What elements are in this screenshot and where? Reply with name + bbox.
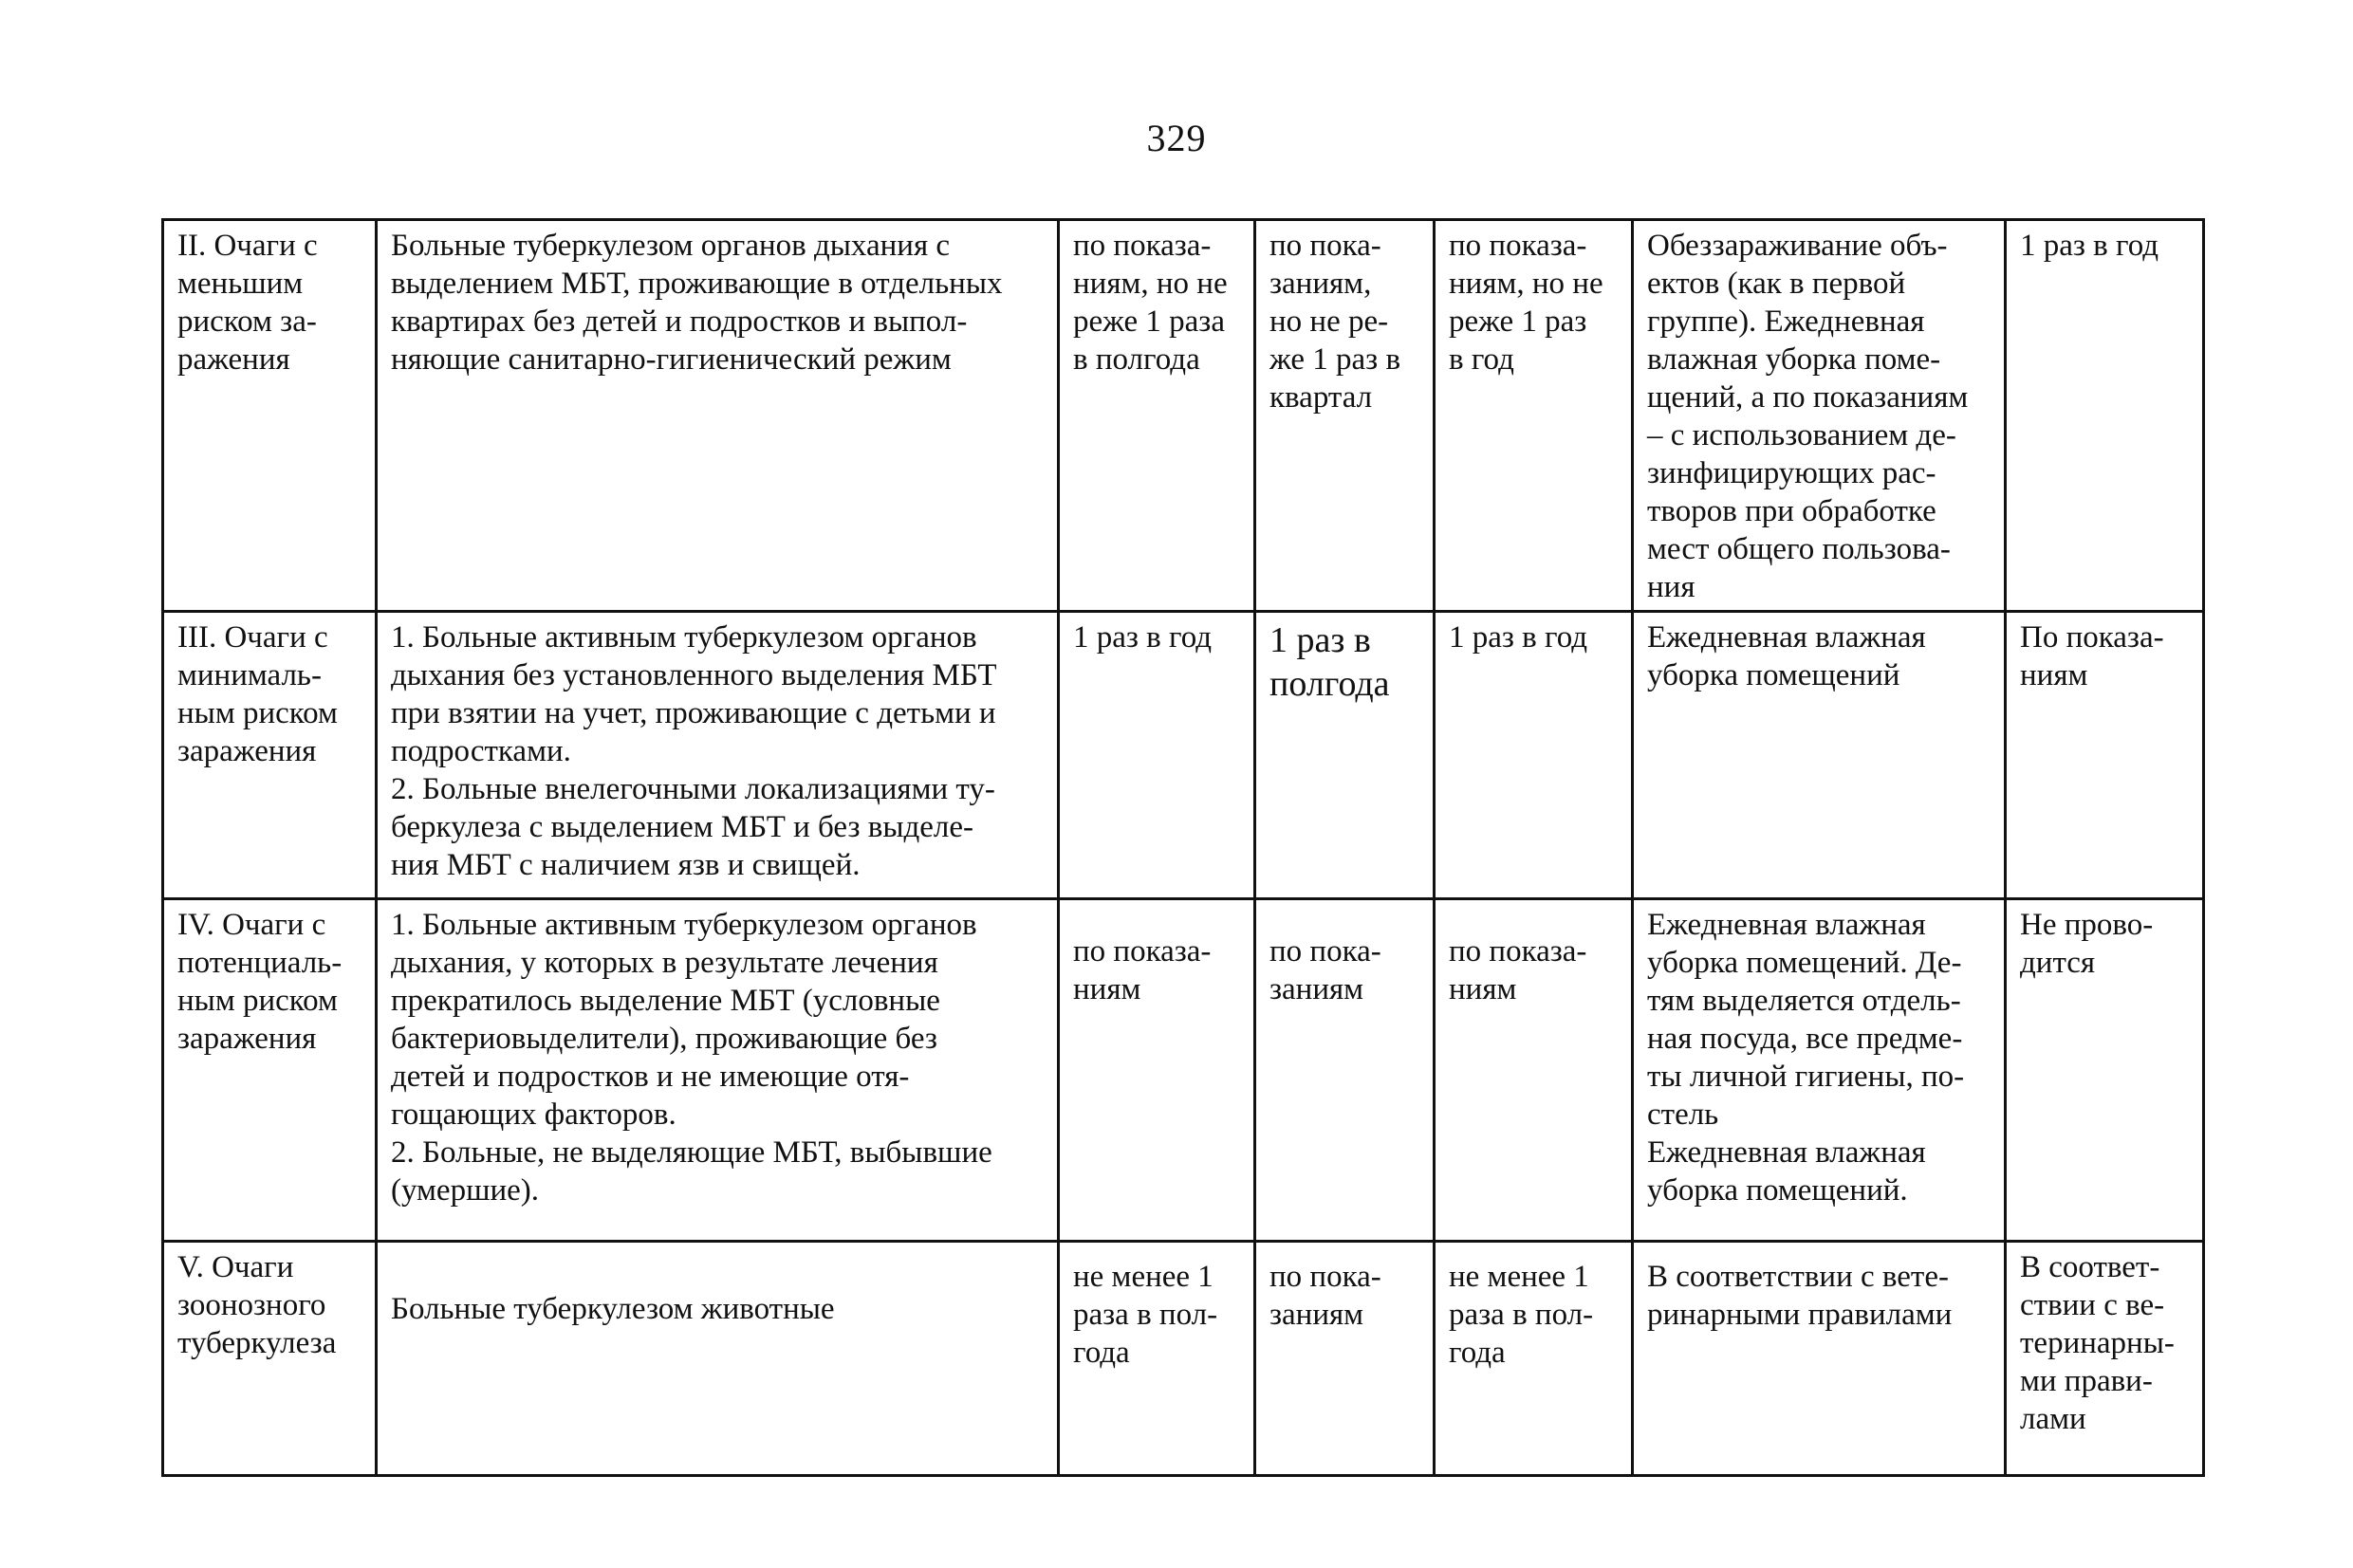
cell-line: дится: [2020, 946, 2096, 980]
cell-line: ниям: [1073, 972, 1141, 1006]
cell-line: по показа-: [1449, 229, 1587, 263]
cell-line: группе). Ежедневная: [1647, 304, 1925, 339]
cell-line: квартирах без детей и подростков и выпол-: [391, 304, 968, 339]
last-column-cell: [2006, 1242, 2204, 1476]
cell-line: (умершие).: [391, 1173, 540, 1208]
cell-line: потенциаль-: [177, 946, 343, 980]
last-column-cell: [2006, 899, 2204, 1242]
cell-line: по показа-: [1449, 934, 1587, 968]
cell-line: не менее 1: [1449, 1260, 1589, 1294]
cell-line: ниям, но не: [1449, 267, 1603, 301]
cell-line: дыхания, у которых в результате лечения: [391, 946, 938, 980]
cell-line: лами: [2020, 1402, 2086, 1436]
patients-description-cell: [377, 899, 1059, 1242]
patients-description-cell: [377, 220, 1059, 612]
cell-line: реже 1 раз: [1449, 304, 1587, 339]
cell-line: выделением МБТ, проживающие в отдельных: [391, 267, 1003, 301]
cell-line: минималь-: [177, 658, 322, 692]
cell-line: заниям: [1269, 972, 1364, 1006]
cell-line: Больные туберкулезом органов дыхания с: [391, 229, 951, 263]
cell-line: ринарными правилами: [1647, 1298, 1953, 1332]
cell-line: в год: [1449, 342, 1514, 377]
frequency-cell-2: [1255, 220, 1435, 612]
cell-line: не менее 1: [1073, 1260, 1214, 1294]
cell-line: же 1 раз в: [1269, 342, 1401, 377]
cell-line: заражения: [177, 1022, 317, 1056]
cell-line: ная посуда, все предме-: [1647, 1022, 1963, 1056]
cell-line: ниям: [2020, 658, 2088, 692]
cell-line: 1 раз в: [1269, 620, 1371, 660]
cell-line: 1 раз в год: [1449, 620, 1588, 655]
frequency-cell-1: [1059, 220, 1255, 612]
cell-line: меньшим: [177, 267, 304, 301]
page-number: 329: [1146, 117, 1207, 159]
focus-category-cell: [163, 612, 377, 899]
cell-line: раза в пол-: [1449, 1298, 1594, 1332]
cell-line: мест общего пользова-: [1647, 532, 1951, 566]
cell-line: туберкулеза: [177, 1326, 337, 1360]
frequency-cell-2: [1255, 899, 1435, 1242]
frequency-cell-1: [1059, 612, 1255, 899]
cell-line: в полгода: [1073, 342, 1200, 377]
table-row: [163, 220, 2204, 612]
cell-line: заниям: [1269, 1298, 1364, 1332]
patients-description-cell: [377, 1242, 1059, 1476]
frequency-cell-1: [1059, 899, 1255, 1242]
cell-line: ния МБТ с наличием язв и свищей.: [391, 848, 861, 882]
cell-line: ми прави-: [2020, 1364, 2153, 1398]
focus-category-cell: [163, 1242, 377, 1476]
frequency-cell-3: [1435, 899, 1633, 1242]
cell-line: уборка помещений. Де-: [1647, 946, 1962, 980]
cell-line: Ежедневная влажная: [1647, 1135, 1926, 1170]
cell-line: Не прово-: [2020, 908, 2154, 942]
cell-line: зинфицирующих рас-: [1647, 456, 1936, 490]
cell-line: зоонозного: [177, 1288, 326, 1322]
cell-line: 1 раз в год: [2020, 229, 2159, 263]
cell-line: подростками.: [391, 734, 571, 768]
tuberculosis-foci-table: [161, 218, 2205, 1477]
last-column-cell: [2006, 612, 2204, 899]
measures-cell: [1633, 220, 2006, 612]
cell-line: по показа-: [1073, 934, 1212, 968]
cell-line: риском за-: [177, 304, 317, 339]
cell-line: ния: [1647, 570, 1695, 604]
cell-line: 1. Больные активным туберкулезом органов: [391, 908, 977, 942]
cell-line: IV. Очаги с: [177, 908, 326, 942]
cell-line: ты личной гигиены, по-: [1647, 1060, 1965, 1094]
cell-line: тям выделяется отдель-: [1647, 984, 1961, 1018]
cell-line: беркулеза с выделением МБТ и без выделе-: [391, 810, 974, 844]
cell-line: по показа-: [1073, 229, 1212, 263]
cell-line: ниям: [1449, 972, 1517, 1006]
cell-line: V. Очаги: [177, 1250, 294, 1284]
focus-category-cell: [163, 899, 377, 1242]
cell-line: дыхания без установленного выделения МБТ: [391, 658, 997, 692]
cell-line: II. Очаги с: [177, 229, 318, 263]
cell-line: ным риском: [177, 984, 338, 1018]
cell-line: теринарны-: [2020, 1326, 2175, 1360]
last-column-cell: [2006, 220, 2204, 612]
cell-line: творов при обработке: [1647, 494, 1936, 528]
cell-line: по пока-: [1269, 934, 1381, 968]
table-row: [163, 612, 2204, 899]
measures-cell: [1633, 899, 2006, 1242]
cell-line: раза в пол-: [1073, 1298, 1218, 1332]
measures-cell: [1633, 612, 2006, 899]
cell-line: влажная уборка поме-: [1647, 342, 1941, 377]
cell-line: В соответ-: [2020, 1250, 2160, 1284]
table-row: [163, 1242, 2204, 1476]
cell-line: ражения: [177, 342, 290, 377]
cell-line: уборка помещений: [1647, 658, 1900, 692]
cell-line: В соответствии с вете-: [1647, 1260, 1949, 1294]
cell-line: бактериовыделители), проживающие без: [391, 1022, 937, 1056]
focus-category-cell: [163, 220, 377, 612]
cell-line: ниям, но не: [1073, 267, 1228, 301]
cell-line: 2. Больные внелегочными локализациями ту-: [391, 772, 995, 806]
patients-description-cell: [377, 612, 1059, 899]
frequency-cell-1: [1059, 1242, 1255, 1476]
cell-line: по пока-: [1269, 229, 1381, 263]
frequency-cell-2: [1255, 1242, 1435, 1476]
cell-line: 2. Больные, не выделяющие МБТ, выбывшие: [391, 1135, 992, 1170]
frequency-cell-2: [1255, 612, 1435, 899]
cell-line: ствии с ве-: [2020, 1288, 2165, 1322]
cell-line: года: [1073, 1336, 1130, 1370]
cell-line: прекратилось выделение МБТ (условные: [391, 984, 940, 1018]
cell-line: уборка помещений.: [1647, 1173, 1908, 1208]
measures-cell: [1633, 1242, 2006, 1476]
frequency-cell-3: [1435, 1242, 1633, 1476]
frequency-cell-3: [1435, 612, 1633, 899]
cell-line: полгода: [1269, 664, 1390, 704]
cell-line: стель: [1647, 1098, 1719, 1132]
cell-line: реже 1 раза: [1073, 304, 1225, 339]
cell-line: Ежедневная влажная: [1647, 620, 1926, 655]
cell-line: при взятии на учет, проживающие с детьми и: [391, 696, 996, 730]
cell-line: детей и подростков и не имеющие отя-: [391, 1060, 910, 1094]
cell-line: заражения: [177, 734, 317, 768]
table-row: [163, 899, 2204, 1242]
cell-line: квартал: [1269, 380, 1373, 415]
cell-line: Ежедневная влажная: [1647, 908, 1926, 942]
cell-line: 1 раз в год: [1073, 620, 1213, 655]
cell-line: гощающих факторов.: [391, 1098, 676, 1132]
cell-line: заниям,: [1269, 267, 1372, 301]
cell-line: ектов (как в первой: [1647, 267, 1906, 301]
cell-line: По показа-: [2020, 620, 2164, 655]
cell-line: III. Очаги с: [177, 620, 328, 655]
cell-line: – с использованием де-: [1647, 418, 1956, 452]
cell-line: Больные туберкулезом животные: [391, 1292, 835, 1326]
cell-line: по пока-: [1269, 1260, 1381, 1294]
cell-line: щений, а по показаниям: [1647, 380, 1969, 415]
cell-line: няющие санитарно-гигиенический режим: [391, 342, 952, 377]
cell-line: Обеззараживание объ-: [1647, 229, 1948, 263]
cell-line: ным риском: [177, 696, 338, 730]
cell-line: 1. Больные активным туберкулезом органов: [391, 620, 977, 655]
cell-line: но не ре-: [1269, 304, 1389, 339]
frequency-cell-3: [1435, 220, 1633, 612]
cell-line: года: [1449, 1336, 1506, 1370]
